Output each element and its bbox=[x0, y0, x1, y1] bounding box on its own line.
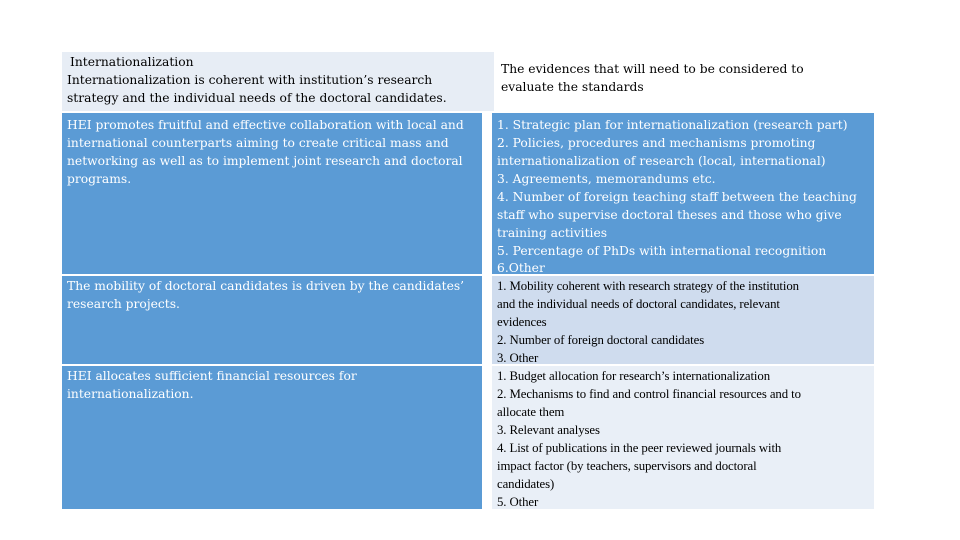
standard-line: research projects. bbox=[67, 297, 180, 311]
standard-cell-mobility bbox=[62, 276, 482, 364]
evidence-cell-financial bbox=[492, 366, 874, 509]
evidence-line: allocate them bbox=[497, 405, 565, 419]
evidence-line: 2. Number of foreign doctoral candidates bbox=[497, 333, 705, 347]
evidence-line: 1. Strategic plan for internationalization (research part) bbox=[497, 118, 848, 132]
evidence-cell-mobility bbox=[492, 276, 874, 364]
standard-cell-financial bbox=[62, 366, 482, 509]
header-evidence-cell bbox=[494, 52, 874, 111]
standard-line: programs. bbox=[67, 172, 132, 186]
evidence-line: evidences bbox=[497, 315, 547, 329]
standard-cell-collaboration bbox=[62, 113, 482, 274]
evidence-line: and the individual needs of doctoral candidates, relevant bbox=[497, 297, 780, 311]
standard-line: international counterparts aiming to create critical mass and bbox=[67, 136, 449, 150]
evidence-line: 4. Number of foreign teaching staff between the teaching bbox=[497, 190, 857, 204]
standard-line: HEI promotes fruitful and effective collaboration with local and bbox=[67, 118, 464, 132]
header-standard-cell bbox=[62, 52, 494, 111]
evidence-line: staff who supervise doctoral theses and those who give bbox=[497, 208, 842, 222]
evidence-line: 3. Other bbox=[497, 351, 539, 364]
evidence-line: 1. Mobility coherent with research strategy of the institution bbox=[497, 279, 799, 293]
header-evidence-line: The evidences that will need to be considered to bbox=[501, 62, 804, 76]
evidence-line: 5. Other bbox=[497, 495, 539, 509]
evidence-line: candidates) bbox=[497, 477, 555, 491]
standard-line: HEI allocates sufficient financial resources for bbox=[67, 369, 357, 383]
evidence-line: internationalization of research (local, international) bbox=[497, 154, 826, 168]
header-standard-line: Internationalization is coherent with institution’s research bbox=[67, 73, 433, 87]
evidence-line: 1. Budget allocation for research’s internationalization bbox=[497, 369, 770, 383]
evidence-line: 4. List of publications in the peer reviewed journals with bbox=[497, 441, 782, 455]
header-standard-line: strategy and the individual needs of the doctoral candidates. bbox=[67, 91, 447, 105]
standard-line: The mobility of doctoral candidates is driven by the candidates’ bbox=[67, 279, 465, 293]
evidence-overflow-line: 6.Other bbox=[497, 261, 545, 275]
evidence-line: 5. Percentage of PhDs with international recognition bbox=[497, 244, 827, 258]
header-evidence-line: evaluate the standards bbox=[501, 80, 644, 94]
standard-line: internationalization. bbox=[67, 387, 194, 401]
standard-line: networking as well as to implement joint research and doctoral bbox=[67, 154, 463, 168]
evidence-cell-collaboration bbox=[492, 113, 874, 274]
evidence-line: impact factor (by teachers, supervisors and doctoral bbox=[497, 459, 757, 473]
evidence-line: 2. Mechanisms to find and control financial resources and to bbox=[497, 387, 801, 401]
evidence-line: 2. Policies, procedures and mechanisms promoting bbox=[497, 136, 816, 150]
evidence-line: 3. Agreements, memorandums etc. bbox=[497, 172, 716, 186]
header-title: Internationalization bbox=[70, 55, 194, 69]
evidence-line: training activities bbox=[497, 226, 608, 240]
evidence-line: 3. Relevant analyses bbox=[497, 423, 600, 437]
